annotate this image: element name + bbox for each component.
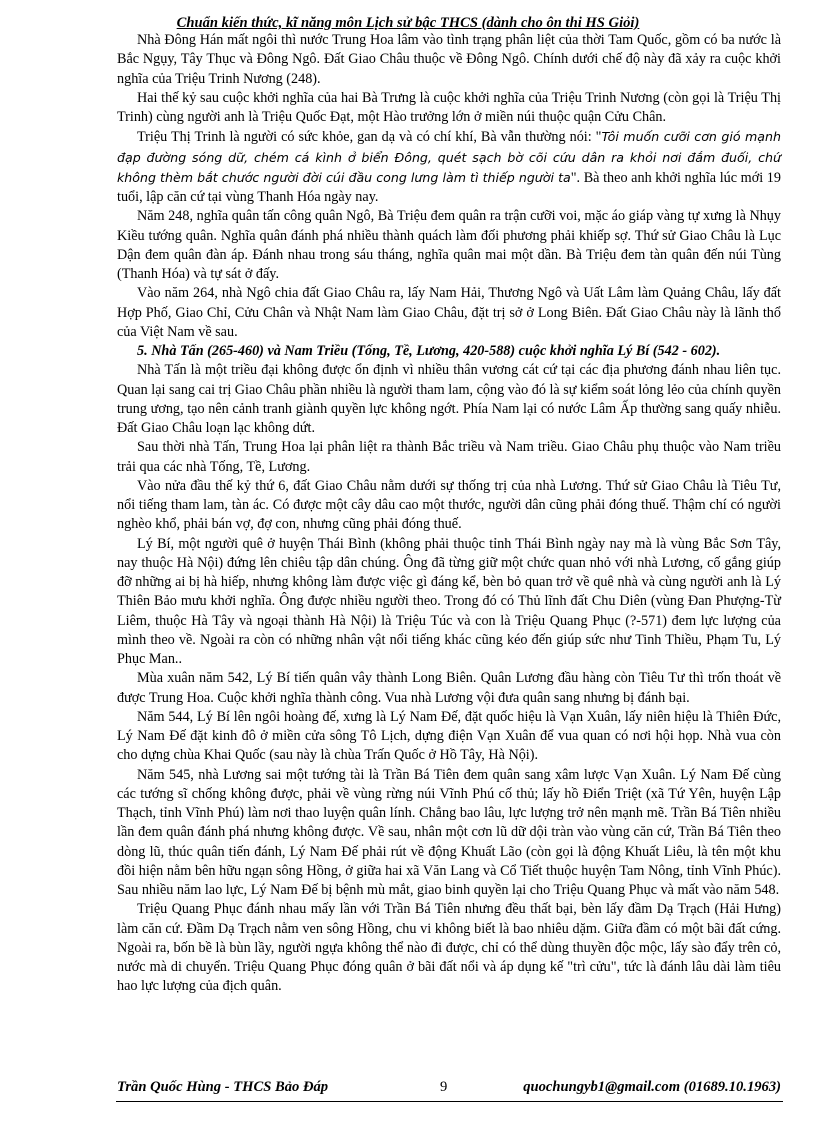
footer-contact: quochungyb1@gmail.com (01689.10.1963) [523, 1079, 781, 1095]
paragraph: Vào năm 264, nhà Ngô chia đất Giao Châu ra, lấy Nam Hải, Thương Ngô và Uất Lâm làm Quảng Châu, lấy đất Hợp Phố, Giao Chỉ, Cửu Chân và Nhật Nam làm Giao Châu, đặt trị sở ở Long Biên. Đất Giao Châu này là lãnh thổ của Việt Nam về sau. [117, 285, 781, 340]
paragraph: Hai thế kỷ sau cuộc khởi nghĩa của hai Bà Trưng là cuộc khởi nghĩa của Triệu Trinh Nương (còn gọi là Triệu Thị Trinh) cùng người anh là Triệu Quốc Đạt, một Hào trưởng lớn ở miền núi thuộc quận Cửu Chân. [117, 89, 781, 125]
paragraph: Sau thời nhà Tấn, Trung Hoa lại phân liệt ra thành Bắc triều và Nam triều. Giao Châu phụ thuộc vào Nam triều trải qua các nhà Tống, Tề, Lương. [117, 439, 781, 475]
quote-text: Tôi muốn cưỡi cơn gió mạnh đạp đường sóng dữ, chém cá kình ở biển Đông, quét sạch bờ cõi cứu dân ra khỏi nơi đắm đuối, chứ không thèm bắt chước người đời cúi đầu cong lưng làm tì thiếp người ta [117, 129, 781, 185]
page-number: 9 [440, 1079, 448, 1095]
page-footer [117, 1079, 781, 1099]
footer-divider [116, 1101, 783, 1102]
quote-lead-in: Triệu Thị Trinh là người có sức khỏe, gan dạ và có chí khí, Bà vẫn thường nói: " [137, 129, 602, 146]
paragraph: Năm 544, Lý Bí lên ngôi hoàng đế, xưng là Lý Nam Đế, đặt quốc hiệu là Vạn Xuân, lấy niên hiệu là Thiên Đức, Lý Nam Đế đặt kinh đô ở miền cửa sông Tô Lịch, dựng điện Vạn Xuân để vua quan có nơi hội họp. Nhà vua còn cho dựng chùa Khai Quốc (sau này là chùa Trấn Quốc ở Hồ Tây, Hà Nội). [117, 708, 781, 764]
section-heading: 5. Nhà Tấn (265-460) và Nam Triều (Tống, Tề, Lương, 420-588) cuộc khởi nghĩa Lý Bí (542 - 602). [137, 343, 721, 359]
document-body [117, 31, 781, 997]
paragraph: Nhà Đông Hán mất ngôi thì nước Trung Hoa lâm vào tình trạng phân liệt của thời Tam Quốc, gồm có ba nước là Bắc Ngụy, Tây Thục và Đông Ngô. Đất Giao Châu thuộc về Đông Ngô. Chính dưới chế độ này đã xảy ra cuộc khởi nghĩa của Triệu Trinh Nương (248). [117, 32, 781, 87]
paragraph: Mùa xuân năm 542, Lý Bí tiến quân vây thành Long Biên. Quân Lương đầu hàng còn Tiêu Tư thì trốn thoát về được Trung Hoa. Cuộc khởi nghĩa thành công. Vua nhà Lương vội đưa quân sang nhưng bị đánh bại. [117, 670, 781, 706]
paragraph: Năm 248, nghĩa quân tấn công quân Ngô, Bà Triệu đem quân ra trận cưỡi voi, mặc áo giáp vàng tự xưng là Nhụy Kiều tướng quân. Nghĩa quân đánh phá nhiều thành quách làm đối phương phải khiếp sợ. Thứ sử Giao Châu là Lục Dận đem quân đàn áp. Đánh nhau trong sáu tháng, nghĩa quân mai một dần. Bà Triệu đem tàn quân đến núi Tùng (Thanh Hóa) và tự sát ở đấy. [117, 208, 781, 282]
paragraph: Năm 545, nhà Lương sai một tướng tài là Trần Bá Tiên đem quân sang xâm lược Vạn Xuân. Lý Nam Đế cùng các tướng sĩ chống không được, phải về vùng rừng núi Vĩnh Phú cố thủ; lấy hồ Điển Triệt (xã Tứ Yên, huyện Lập Thạch, tỉnh Vĩnh Phú) làm nơi thao luyện quân lính. Chẳng bao lâu, lực lượng trở nên mạnh mẽ. Trần Bá Tiên nhiều lần đem quân đánh phá nhưng không được. Về sau, nhân một cơn lũ dữ dội tràn vào vùng căn cứ, Trần Bá Tiên theo dòng lũ, thúc quân tiến đánh, Lý Nam Đế phải rút về động Khuất Lão (còn gọi là động Khuất Liêu, là tên một khu đồi hiện nằm bên hữu ngạn sông Hồng, ở giữa hai xã Văn Lang và Cổ Tiết thuộc huyện Tam Nông, tỉnh Vĩnh Phúc). Sau nhiều năm lao lực, Lý Nam Đế bị bệnh mù mắt, giao binh quyền lại cho Triệu Quang Phục và mất vào năm 548. [117, 766, 781, 898]
paragraph: Triệu Quang Phục đánh nhau mấy lần với Trần Bá Tiên nhưng đều thất bại, bèn lấy đầm Dạ Trạch (Hải Hưng) làm căn cứ. Đầm Dạ Trạch nằm ven sông Hồng, chu vi không biết là bao nhiêu dặm. Giữa đầm có một bãi đất cứng. Ngoài ra, bốn bề là bùn lầy, người ngựa không thể nào đi được, chỉ có thể dùng thuyền độc mộc, lấy sào đẩy trên cỏ, nước mà di chuyển. Triệu Quang Phục đóng quân ở bãi đất nổi và áp dụng kế "trì cửu", tức là đánh lâu dài làm tiêu hao lực lượng của địch quân. [117, 901, 781, 995]
paragraph: Vào nửa đầu thế kỷ thứ 6, đất Giao Châu nằm dưới sự thống trị của nhà Lương. Thứ sử Giao Châu là Tiêu Tư, nổi tiếng tham lam, tàn ác. Có được một cây dâu cao một thước, người dân cũng phải đóng thuế. Thậm chí có người nghèo khổ, phải bán vợ, đợ con, nhưng cũng phải đóng thuế. [117, 477, 781, 533]
paragraph-quote [117, 127, 781, 207]
page-header-title: Chuẩn kiến thức, kĩ năng môn Lịch sử bậc THCS (dành cho ôn thi HS Giỏi) [176, 15, 640, 31]
quote-follow: ". Bà theo anh khởi nghĩa lúc mới 19 tuổi, lập căn cứ tại vùng Thanh Hóa ngày nay. [117, 169, 781, 205]
paragraph: Nhà Tấn là một triều đại không được ổn định vì nhiều thân vương cát cứ tại các địa phương đánh nhau liên tục. Quan lại sang cai trị Giao Châu phần nhiều là người tham lam, cộng vào đó là sự kiểm soát lỏng lẻo của chính quyền trung ương, tạo nên cảnh tranh giành quyền lực không ngớt. Phía Nam lại có nước Lâm Ấp thường sang quấy nhiễu. Đất Giao Châu loạn lạc không dứt. [117, 362, 781, 436]
paragraph: Lý Bí, một người quê ở huyện Thái Bình (không phải thuộc tỉnh Thái Bình ngày nay mà là vùng Bắc Sơn Tây, nay thuộc Hà Nội) đứng lên chiêu tập dân chúng. Ông đã từng giữ một chức quan nhỏ với nhà Lương, cố gắng giúp đỡ những ai bị hà hiếp, nhưng không làm được việc gì đáng kể, bèn bỏ quan trở về quê nhà và cùng người anh là Lý Thiên Bảo mưu khởi nghĩa. Ông được nhiều người theo. Trong đó có Thủ lĩnh đất Chu Diên (vùng Đan Phượng-Từ Liêm, thuộc Hà Tây và ngoại thành Hà Nội) là Triệu Túc và con là Triệu Quang Phục (?-571) đem lực lượng của mình theo về. Ngoài ra còn có những nhân vật nổi tiếng khác cũng kéo đến giúp sức như Tinh Thiều, Phạm Tu, Lý Phục Man.. [117, 535, 781, 667]
footer-author: Trần Quốc Hùng - THCS Bảo Đáp [117, 1079, 329, 1095]
